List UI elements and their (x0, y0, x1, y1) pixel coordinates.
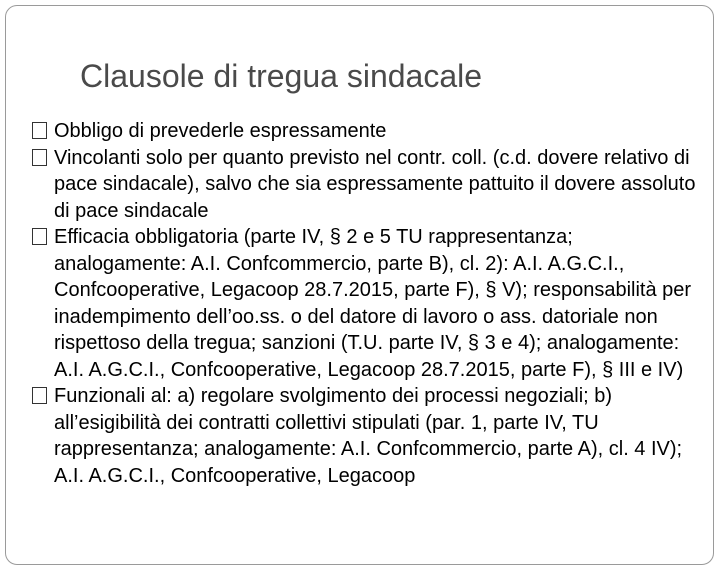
bullet-item (32, 145, 700, 225)
bullet-item (32, 383, 700, 489)
bullet-text: Efficacia obbligatoria (parte IV, § 2 e 5 TU rappresentanza; analogamente: A.I. Confcommercio, parte B), cl. 2): A.I. A.G.C.I., Confcooperative, Legacoop 28.7.2015, parte F), § V); responsabilità per inadempimento dell’oo.ss. o del datore di lavoro o ass. datoriale non rispettoso della tregua; sanzioni (T.U. parte IV, § 3 e 4); analogamente: A.I. A.G.C.I., Confcooperative, Legacoop 28.7.2015, parte F), § III e IV) (54, 226, 692, 381)
bullet-item (32, 224, 700, 383)
square-bullet-icon (32, 387, 47, 404)
bullet-text: Funzionali al: a) regolare svolgimento dei processi negoziali; b) all’esigibilità dei contratti collettivi stipulati (par. 1, parte IV, TU rappresentanza; analogamente: A.I. Confcommercio, parte A), cl. 4 IV); A.I. A.G.C.I., Confcooperative, Legacoop (54, 385, 683, 487)
square-bullet-icon (32, 228, 47, 245)
bullet-text: Vincolanti solo per quanto previsto nel contr. coll. (c.d. dovere relativo di pace sindacale), salvo che sia espressamente pattuito il dovere assoluto di pace sindacale (54, 146, 696, 222)
bullet-item (32, 118, 700, 145)
square-bullet-icon (32, 122, 47, 139)
bullet-list (32, 118, 700, 489)
slide-title: Clausole di tregua sindacale (80, 58, 483, 94)
square-bullet-icon (32, 149, 47, 166)
bullet-text: Obbligo di prevederle espressamente (54, 120, 387, 142)
